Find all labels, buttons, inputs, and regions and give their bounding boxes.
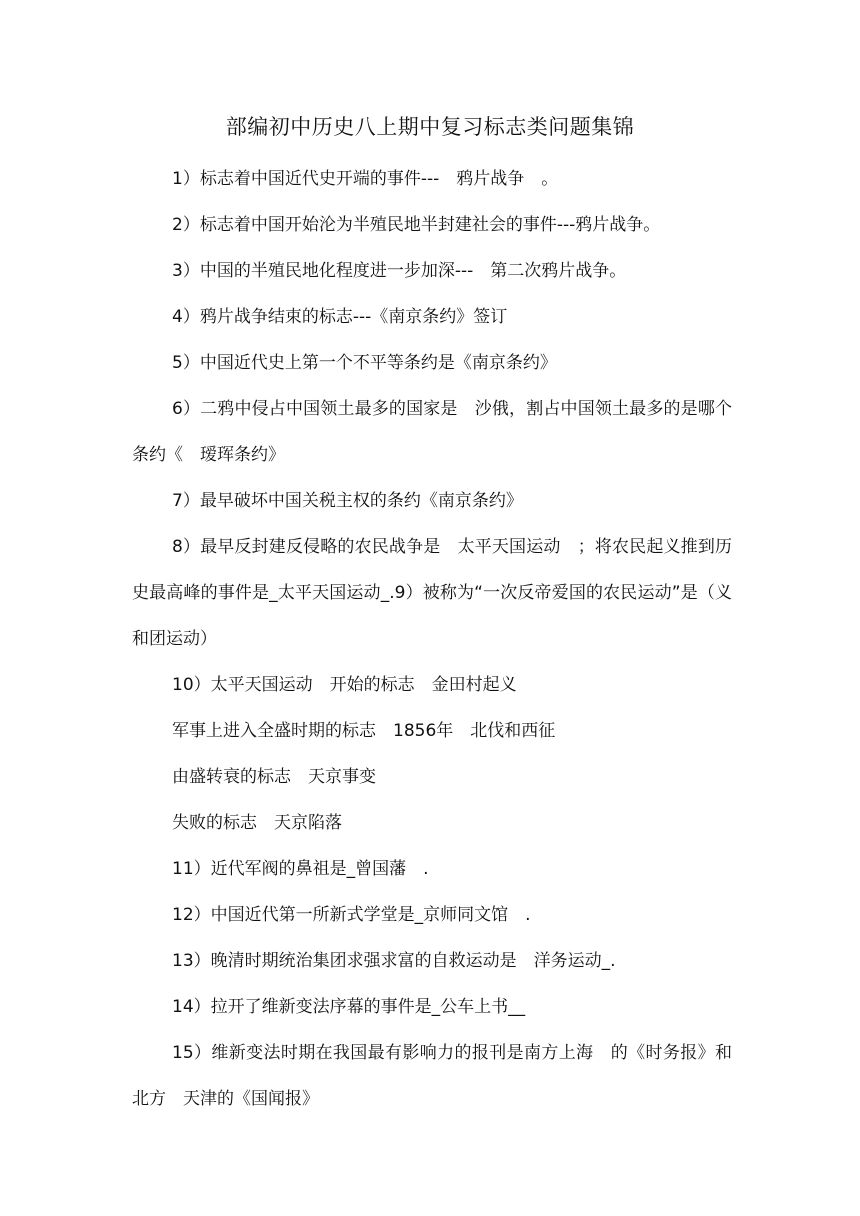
paragraph-10-decline: 由盛转衰的标志 天京事变 [172, 767, 376, 787]
paragraph-10: 10）太平天国运动 开始的标志 金田村起义 [172, 675, 517, 695]
paragraph-8: 8）最早反封建反侵略的农民战争是 太平天国运动 ；将农民起义推到历史最高峰的事件是_太平天国运动_.9）被称为“一次反帝爱国的农民运动”是（义和团运动） [132, 537, 732, 649]
paragraph-14: 14）拉开了维新变法序幕的事件是_公车上书__ [172, 997, 526, 1017]
document-title: 部编初中历史八上期中复习标志类问题集锦 [225, 115, 635, 139]
paragraph-12: 12）中国近代第一所新式学堂是_京师同文馆 . [172, 905, 531, 925]
paragraph-10-peak: 军事上进入全盛时期的标志 1856年 北伐和西征 [172, 721, 556, 741]
paragraph-2: 2）标志着中国开始沦为半殖民地半封建社会的事件---鸦片战争。 [172, 215, 661, 235]
paragraph-10-failure: 失败的标志 天京陷落 [172, 813, 342, 833]
paragraph-15: 15）维新变法时期在我国最有影响力的报刊是南方上海 的《时务报》和北方 天津的《国闻报》 [132, 1043, 732, 1109]
paragraph-1: 1）标志着中国近代史开端的事件--- 鸦片战争 。 [172, 169, 559, 189]
document-body [132, 156, 732, 1122]
paragraph-13: 13）晚清时期统治集团求强求富的自救运动是 洋务运动_. [172, 951, 616, 971]
paragraph-5: 5）中国近代史上第一个不平等条约是《南京条约》 [172, 353, 557, 373]
paragraph-11: 11）近代军阀的鼻祖是_曾国藩 . [172, 859, 429, 879]
paragraph-6: 6）二鸦中侵占中国领土最多的国家是 沙俄，割占中国领土最多的是哪个条约《 瑷珲条约》 [132, 399, 732, 465]
paragraph-3: 3）中国的半殖民地化程度进一步加深--- 第二次鸦片战争。 [172, 261, 627, 281]
paragraph-4: 4）鸦片战争结束的标志---《南京条约》签订 [172, 307, 508, 327]
paragraph-7: 7）最早破坏中国关税主权的条约《南京条约》 [172, 491, 523, 511]
